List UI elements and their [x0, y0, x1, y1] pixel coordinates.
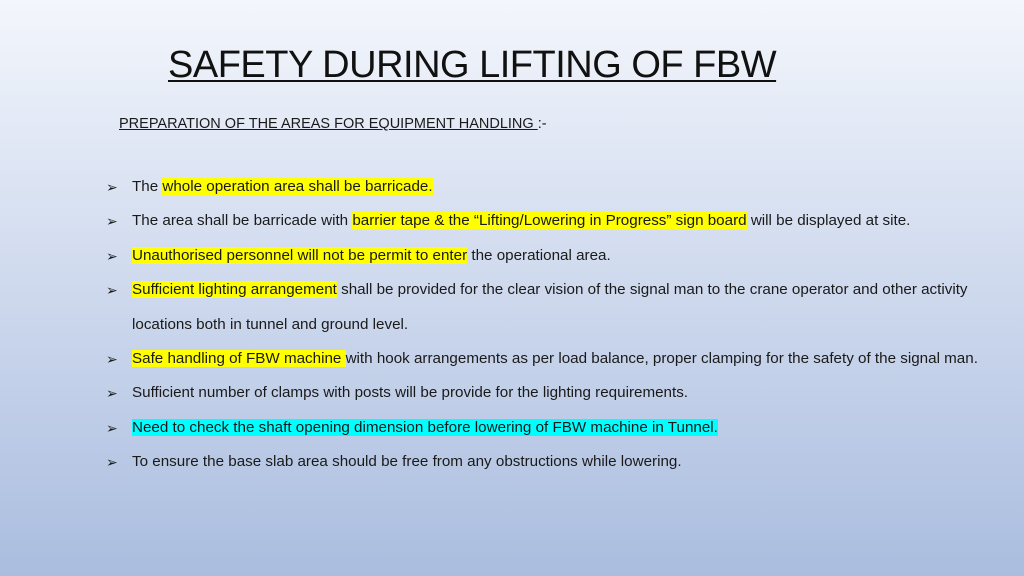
- bullet-text: shall be provided for the clear vision of the signal man to the crane operator and other activity locations both in tunnel and ground level.: [132, 281, 968, 333]
- highlighted-text: whole operation area shall be barricade.: [162, 178, 433, 195]
- bullet-item: [106, 411, 996, 445]
- bullet-text: the operational area.: [467, 246, 611, 264]
- bullet-text: The: [132, 178, 163, 195]
- bullet-text: with hook arrangements as per load balance, proper clamping for the safety of the signal man.: [345, 350, 978, 368]
- section-heading-suffix: :-: [537, 116, 547, 132]
- bullet-item: [106, 204, 996, 238]
- bullet-text: will be displayed at site.: [746, 212, 911, 230]
- bullet-item: [106, 273, 996, 342]
- section-heading-text: PREPARATION OF THE AREAS FOR EQUIPMENT HANDLING: [119, 116, 538, 132]
- arrow-bullet-icon: ➢: [106, 351, 118, 368]
- bullet-text: To ensure the base slab area should be free from any obstructions while lowering.: [132, 453, 682, 471]
- arrow-bullet-icon: ➢: [106, 179, 118, 195]
- arrow-bullet-icon: ➢: [106, 454, 118, 471]
- bullet-item: [106, 445, 996, 479]
- bullet-item: [106, 239, 996, 273]
- arrow-bullet-icon: ➢: [106, 282, 118, 299]
- arrow-bullet-icon: ➢: [106, 385, 118, 402]
- highlighted-text: Unauthorised personnel will not be permit to enter: [132, 246, 468, 264]
- highlighted-text: Safe handling of FBW machine: [132, 350, 346, 368]
- arrow-bullet-icon: ➢: [106, 247, 118, 264]
- highlighted-text: Need to check the shaft opening dimension before lowering of FBW machine in Tunnel.: [132, 418, 718, 436]
- section-heading: [119, 114, 547, 134]
- bullet-text: The area shall be barricade with: [132, 212, 353, 230]
- bullet-item: [106, 342, 996, 376]
- bullet-item: [106, 170, 996, 204]
- page-title: SAFETY DURING LIFTING OF FBW: [168, 44, 777, 86]
- bullet-text: Sufficient number of clamps with posts will be provide for the lighting requirements.: [132, 384, 689, 402]
- bullet-item: [106, 376, 996, 410]
- highlighted-text: Sufficient lighting arrangement: [132, 281, 337, 299]
- highlighted-text: barrier tape & the “Lifting/Lowering in Progress” sign board: [352, 212, 747, 230]
- arrow-bullet-icon: ➢: [106, 419, 118, 436]
- arrow-bullet-icon: ➢: [106, 213, 118, 230]
- bullet-list: [106, 170, 996, 480]
